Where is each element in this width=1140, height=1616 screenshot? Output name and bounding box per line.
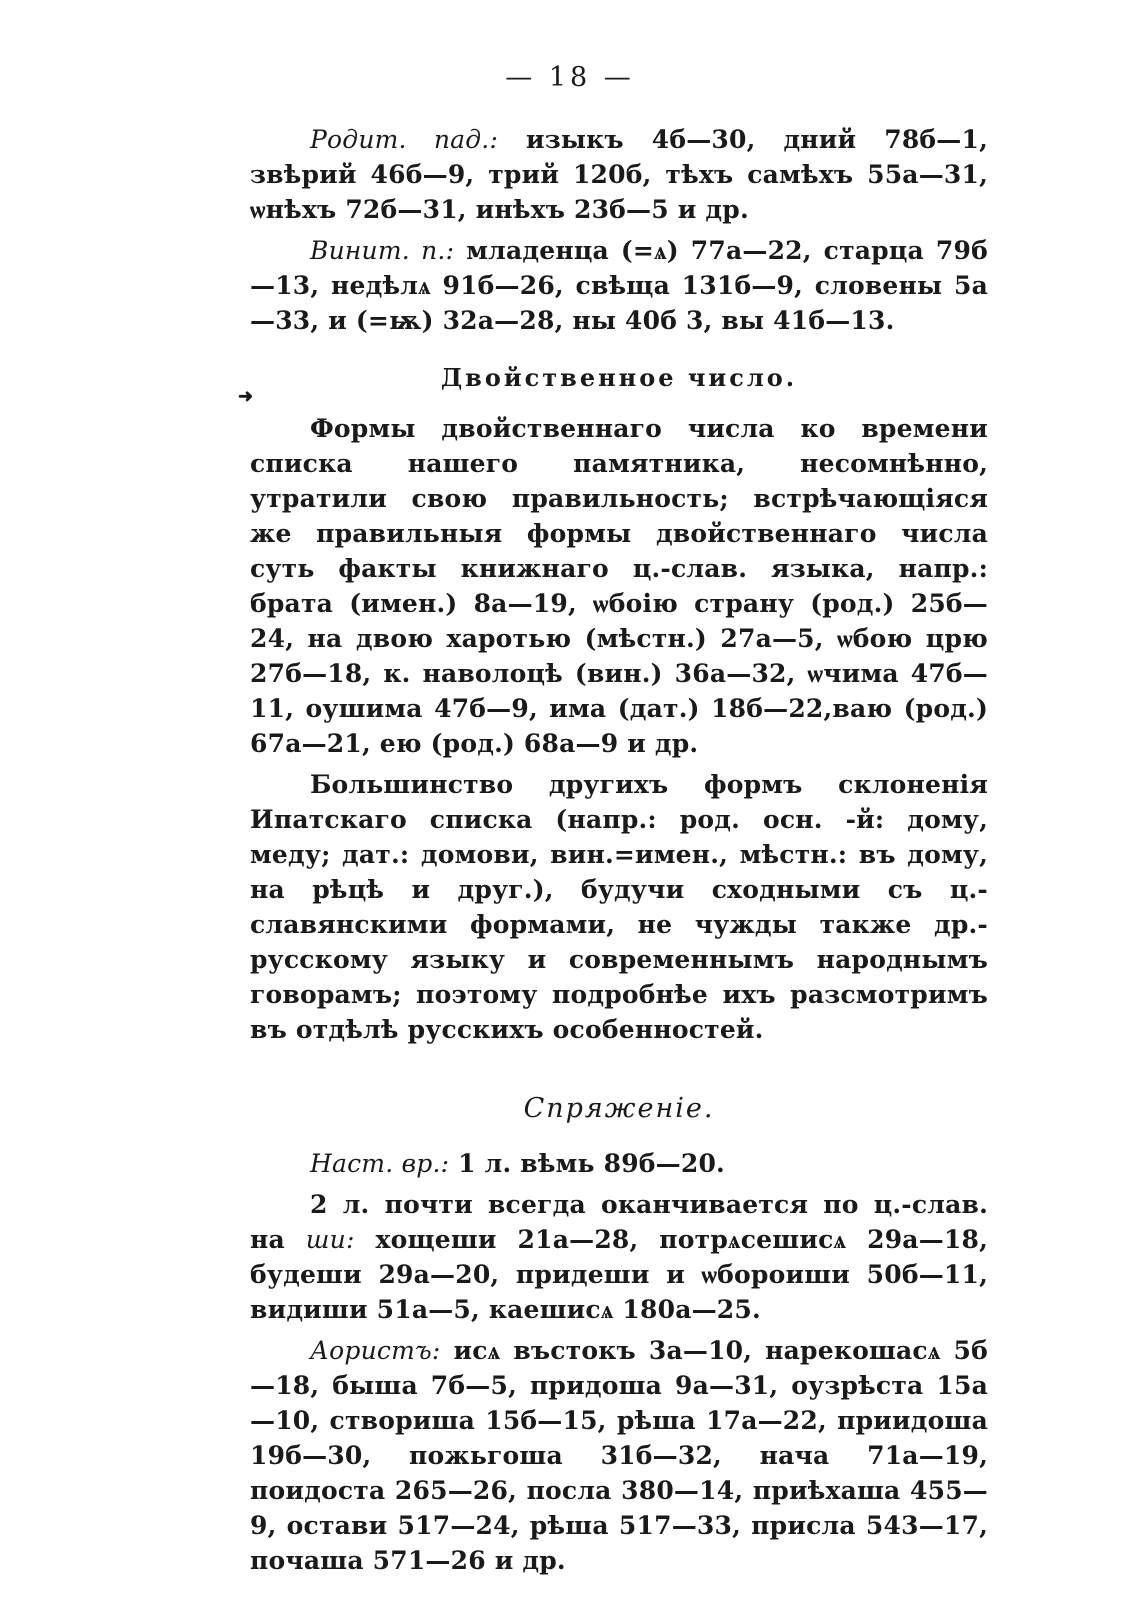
second-person-ending: ши: (305, 1225, 355, 1254)
accusative-text: младенца (=ѧ) 77а—22, старца 79б—13, недѣлѧ 91б—26, свѣща 131б—9, словены 5а—33, и (=ѭ) 32а—28, ны 40б 3, вы 41б—13. (250, 236, 988, 335)
second-person-pre: 2 л. почти всегда оканчивается по ц.-слав. на (250, 1190, 988, 1254)
paragraph-dual-forms: Формы двойственнаго числа ко времени списка нашего памятника, несомнѣнно, утратили свою правильность; встрѣчающіяся же правильныя формы двойственнаго числа суть факты книжнаго ц.-слав. языка, напр.: брата (имен.) 8а—19, ѡбоію страну (род.) 25б—24, на двою харотью (мѣстн.) 27а—5, ѡбою црю 27б—18, к. наволоцѣ (вин.) 36а—32, ѡчима 47б—11, оушима 47б—9, има (дат.) 18б—22,ваю (род.) 67а—21, ею (род.) 68а—9 и др. (250, 414, 988, 758)
genitive-text: изыкъ 4б—30, дний 78б—1, звѣрий 46б—9, трий 120б, тѣхъ самѣхъ 55а—31, ѡнѣхъ 72б—31, инѣхъ 23б—5 и др. (250, 125, 988, 224)
aorist-text: исѧ въстокъ 3а—10, нарекошасѧ 5б—18, быша 7б—5, придоша 9а—31, оузрѣста 15а—10, створиша 15б—15, рѣша 17а—22, приидоша 19б—30, пожьгоша 31б—32, нача 71а—19, поидоста 265—26, посла 380—14, приѣхаша 455—9, остави 517—24, рѣша 517—33, присла 543—17, почаша 571—26 и др. (250, 1336, 988, 1575)
present-text: 1 л. вѣмь 89б—20. (449, 1149, 725, 1178)
genitive-label: Родит. пад.: (310, 125, 499, 154)
page-number: — 18 — (505, 62, 635, 93)
aorist-label: Аористъ: (310, 1336, 441, 1365)
heading-conjugation: Спряженіе. (523, 1093, 715, 1124)
paragraph-aorist (250, 1333, 988, 1578)
accusative-label: Винит. п.: (310, 236, 455, 265)
paragraph-genitive (250, 122, 988, 227)
pointer-mark-icon: ➜ (238, 386, 254, 407)
heading-dual-number: Двойственное число. (440, 363, 798, 392)
paragraph-other-forms: Большинство другихъ формъ склоненія Ипатскаго списка (напр.: род. осн. -й: дому, меду; дат.: домови, вин.=имен., мѣстн.: въ дому, на рѣцѣ и друг.), будучи сходными съ ц.-славянскими формами, не чужды также др.-русскому языку и современнымъ народнымъ говорамъ; поэтому подробнѣе ихъ разсмотримъ въ отдѣлѣ русскихъ особенностей. (250, 770, 988, 1044)
main-text (250, 122, 988, 1584)
second-person-post: хощеши 21а—28, потрѧсешисѧ 29а—18, будеши 29а—20, придеши и ѡбороиши 50б—11, видиши 51а—5, каешисѧ 180а—25. (250, 1225, 988, 1324)
present-label: Наст. вр.: (310, 1149, 450, 1178)
paragraph-accusative (250, 233, 988, 338)
paragraph-present-tense (250, 1146, 988, 1181)
paragraph-second-person (250, 1187, 988, 1327)
